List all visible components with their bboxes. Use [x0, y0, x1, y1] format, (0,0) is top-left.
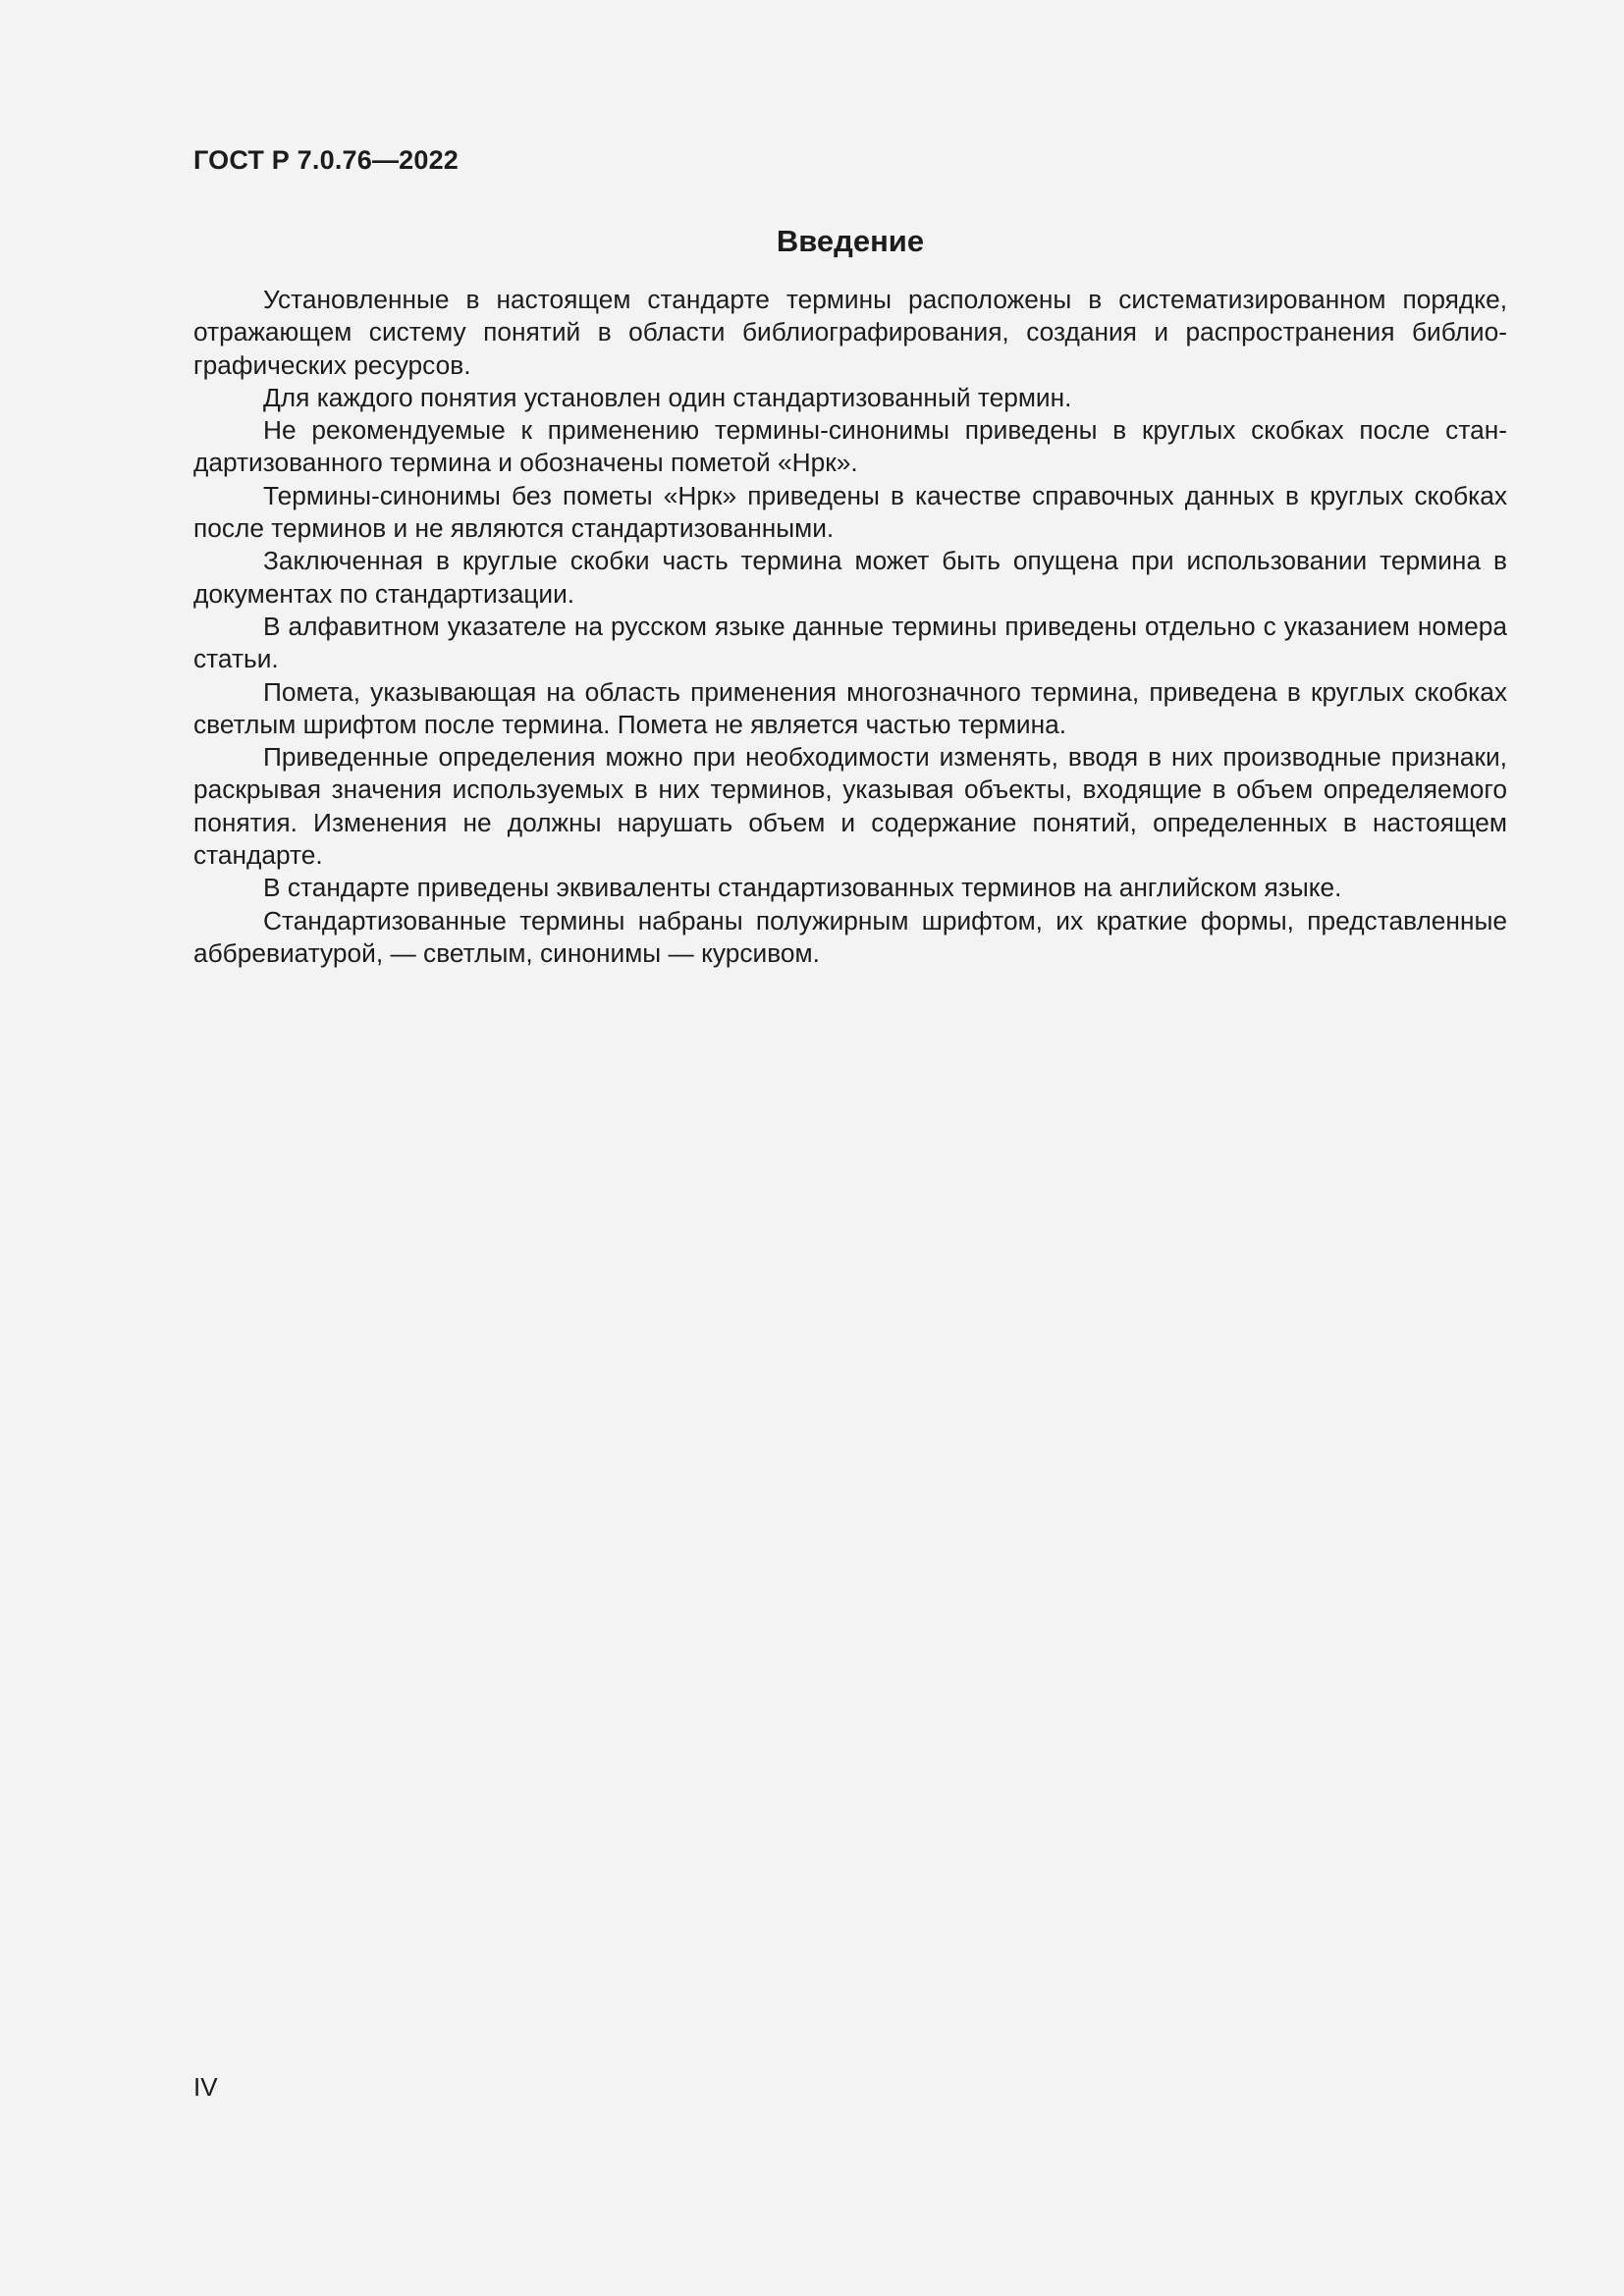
paragraph-7: Помета, указывающая на область применения многозначного термина, приведена в круглых скобках светлым шрифтом после термина. Помета не является частью термина. [193, 676, 1507, 739]
introduction-body [193, 284, 1507, 970]
paragraph-5: Заключенная в круглые скобки часть термина может быть опущена при использовании термина в документах по стандартизации. [193, 546, 1507, 609]
paragraph-9: В стандарте приведены эквиваленты стандартизованных терминов на английском языке. [263, 873, 1342, 903]
paragraph-2: Для каждого понятия установлен один стандартизованный термин. [263, 382, 1072, 412]
paragraph-8: Приведенные определения можно при необходимости изменять, вводя в них производные признаки, раскрывая значения используемых в них терминов, указывая объекты, входящие в объем определяемого понятия. Изменения не должны нарушать объем и содержание понятий, определенных в настоящем стандарте. [193, 742, 1507, 871]
paragraph-6: В алфавитном указателе на русском языке данные термины приведены отдельно с указанием номера статьи. [193, 611, 1507, 674]
paragraph-3: Не рекомендуемые к применению термины-синонимы приведены в круглых скобках после стандартизованного термина и обозначены пометой «Нрк». [193, 415, 1507, 478]
section-title: Введение [776, 224, 925, 258]
standard-code-header: ГОСТ Р 7.0.76—2022 [193, 145, 460, 175]
page-number: IV [193, 2072, 218, 2102]
paragraph-1: Установленные в настоящем стандарте термины расположены в систематизированном порядке, отражающем систему понятий в области библиографирования, создания и распространения библиографических ресурсов. [193, 285, 1507, 380]
paragraph-4: Термины-синонимы без пометы «Нрк» приведены в качестве справочных данных в круглых скобках после терминов и не являются стандартизованными. [193, 480, 1507, 544]
paragraph-10: Стандартизованные термины набраны полужирным шрифтом, их краткие формы, представленные аббревиатурой, — светлым, синонимы — курсивом. [193, 905, 1507, 968]
